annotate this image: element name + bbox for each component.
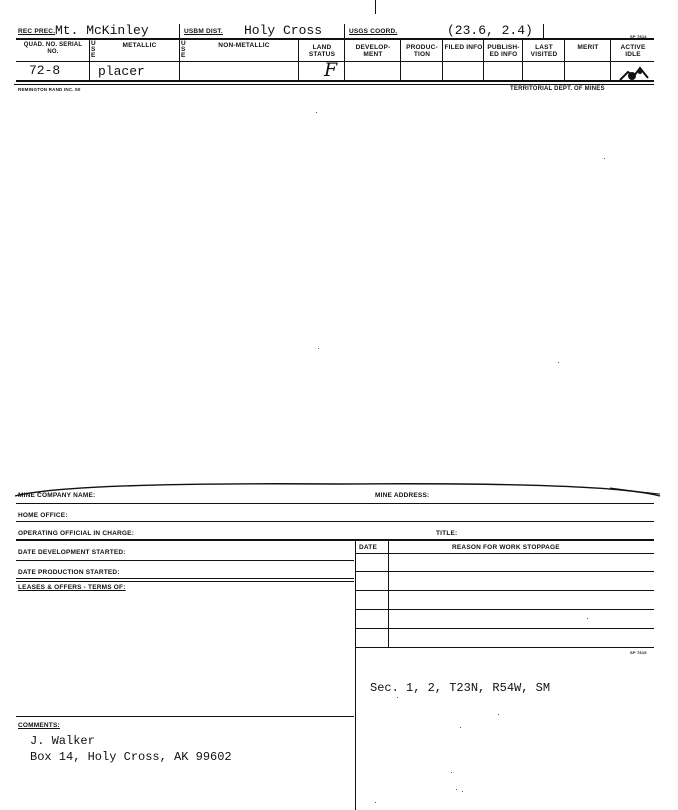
published-info-header: PUBLISH- ED INFO — [487, 44, 520, 58]
top-tick — [375, 0, 376, 14]
date-development-started-label: DATE DEVELOPMENT STARTED: — [18, 549, 126, 556]
merit-header: MERIT — [577, 44, 599, 51]
operating-official-label: OPERATING OFFICIAL IN CHARGE: — [18, 530, 135, 537]
use-nonmetallic-letters: U S E — [181, 40, 186, 59]
mine-company-name-label: MINE COMPANY NAME: — [18, 492, 96, 499]
use-metallic-letters: U S E — [91, 40, 96, 59]
comments-line-1: J. Walker — [30, 734, 95, 748]
form-number-bottom: SP 7815 — [630, 650, 647, 655]
center-divider — [355, 540, 356, 810]
card-top-edge — [10, 478, 670, 500]
quad-serial-header — [18, 42, 88, 56]
grid-top-border — [16, 38, 654, 40]
metallic-value: placer — [98, 64, 145, 79]
production-header: PRODUC- TION — [406, 44, 438, 58]
serial-no-label: SERIAL NO. — [47, 42, 83, 55]
mine-address-label: MINE ADDRESS: — [375, 492, 430, 499]
development-header: DEVELOP- MENT — [355, 44, 391, 58]
non-metallic-header: NON-METALLIC — [218, 42, 270, 49]
reason-column-header: REASON FOR WORK STOPPAGE — [452, 544, 560, 551]
usgs-coord-value: (23.6, 2.4) — [447, 23, 533, 38]
metallic-header: METALLIC — [122, 42, 157, 49]
location-value: Sec. 1, 2, T23N, R54W, SM — [370, 681, 551, 695]
home-office-label: HOME OFFICE: — [18, 512, 68, 519]
department-name: TERRITORIAL DEPT. OF MINES — [510, 86, 605, 92]
form-number-top: SP 7814 — [630, 34, 647, 39]
usbm-dist-value: Holy Cross — [244, 23, 323, 38]
active-stamp-mark — [618, 64, 654, 86]
land-status-header: LAND STATUS — [308, 44, 336, 58]
date-column-header: DATE — [359, 544, 378, 551]
active-idle-header: ACTIVE IDLE — [620, 44, 646, 58]
filed-info-header: FILED INFO — [444, 44, 483, 51]
last-visited-header: LAST VISITED — [530, 44, 558, 58]
rec-prec-value: Mt. McKinley — [55, 23, 149, 38]
title-label: TITLE: — [436, 530, 458, 537]
comments-line-2: Box 14, Holy Cross, AK 99602 — [30, 750, 232, 764]
quad-no-label: QUAD. NO. — [23, 42, 58, 48]
printer-imprint: REMINGTON RAND INC. 50 — [18, 87, 81, 92]
comments-label: COMMENTS: — [18, 722, 60, 729]
leases-offers-label: LEASES & OFFERS - TERMS OF: — [18, 584, 126, 591]
rec-prec-label: REC PREC. — [18, 28, 56, 35]
usgs-coord-label: USGS COORD. — [349, 28, 398, 35]
usbm-dist-label: USBM DIST. — [184, 28, 223, 35]
quad-serial-value: 72-8 — [29, 63, 61, 78]
date-production-started-label: DATE PRODUCTION STARTED: — [18, 569, 120, 576]
land-status-value: F — [324, 59, 338, 81]
